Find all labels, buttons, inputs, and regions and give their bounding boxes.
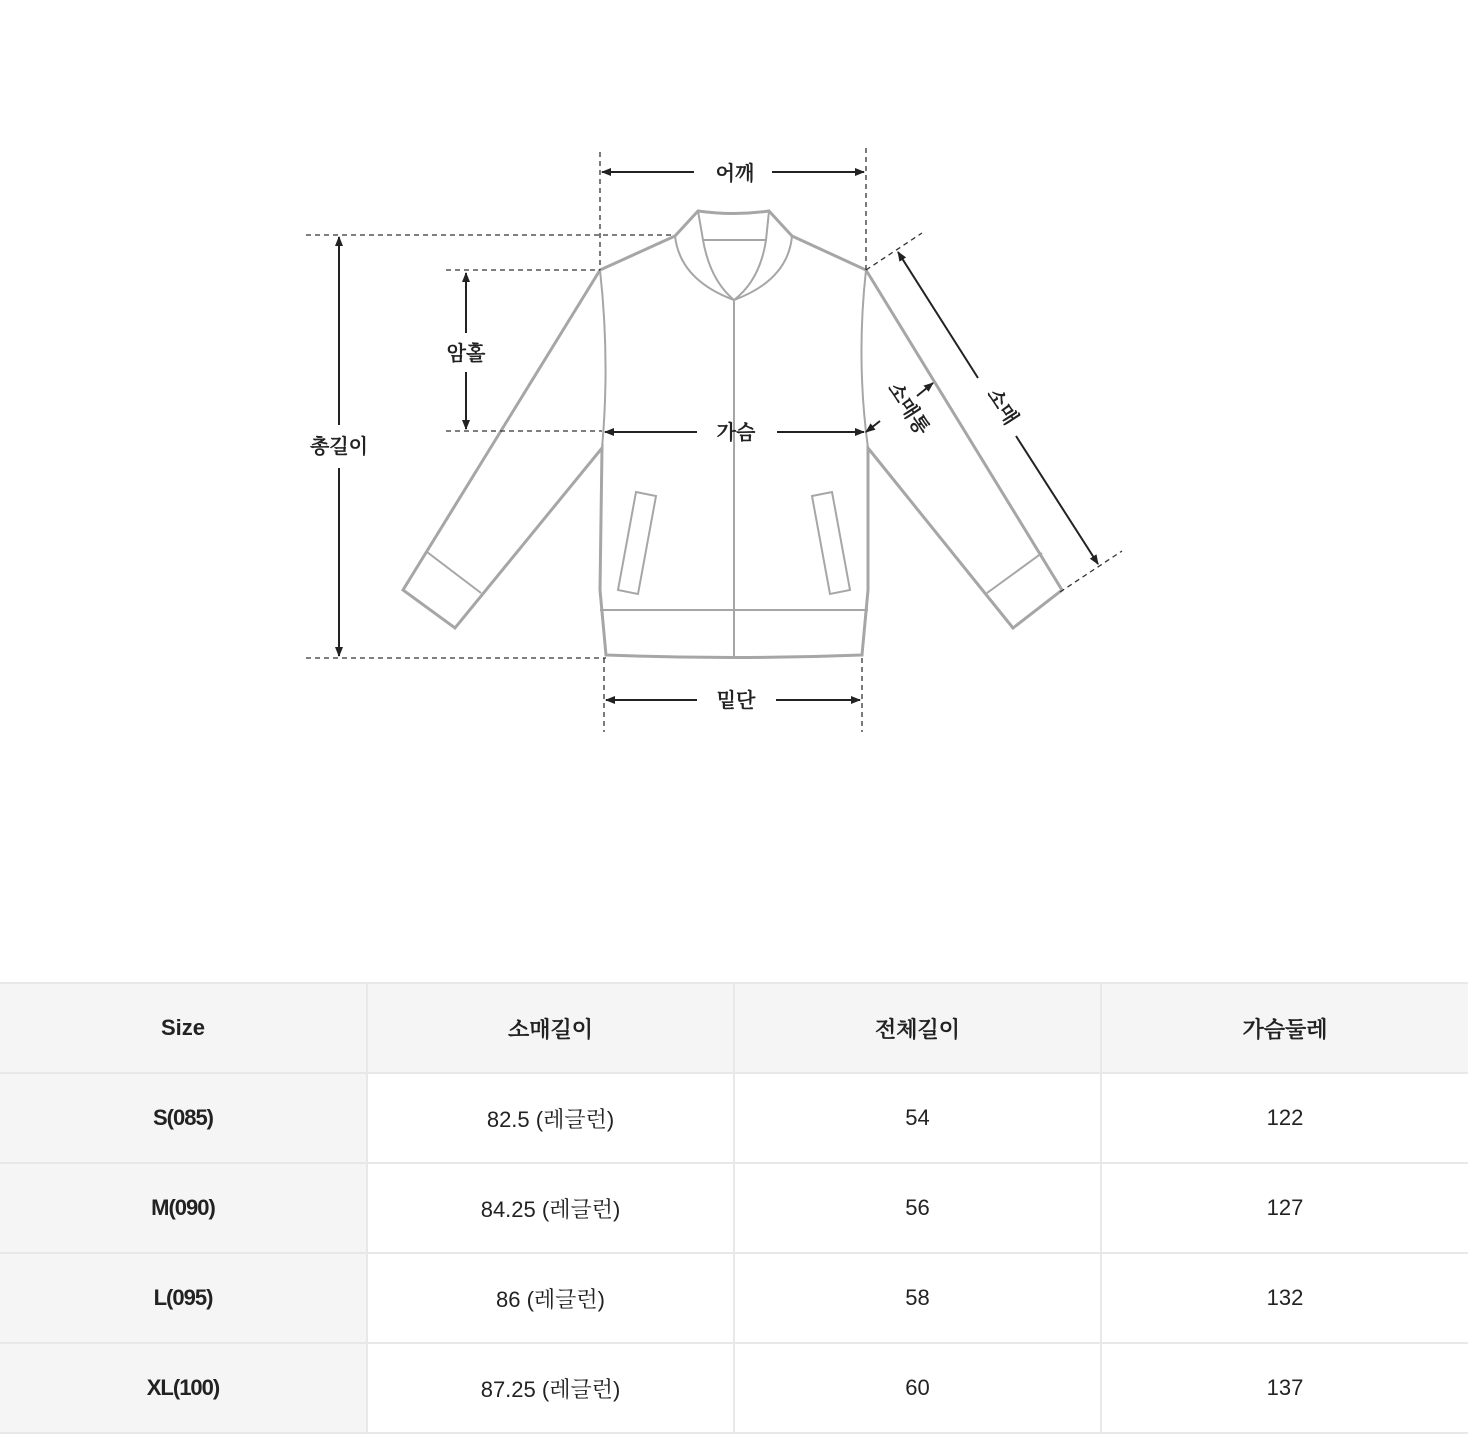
label-sleeve-width: 소매통 — [883, 377, 935, 440]
table-row — [0, 1073, 1468, 1163]
chest-cell: 122 — [1101, 1073, 1468, 1163]
header-total-length: 전체길이 — [734, 983, 1101, 1073]
table-row — [0, 1163, 1468, 1253]
label-chest: 가슴 — [716, 420, 756, 444]
total-length-cell: 58 — [734, 1253, 1101, 1343]
total-length-cell: 60 — [734, 1343, 1101, 1433]
sleeve-length-cell: 86 (레글런) — [367, 1253, 734, 1343]
chest-cell: 127 — [1101, 1163, 1468, 1253]
size-cell: S(085) — [0, 1073, 367, 1163]
chest-cell: 137 — [1101, 1343, 1468, 1433]
sleeve-length-cell: 87.25 (레글런) — [367, 1343, 734, 1433]
label-hem: 밑단 — [716, 688, 756, 712]
table-row — [0, 1343, 1468, 1433]
label-sleeve: 소매 — [982, 383, 1024, 429]
header-size: Size — [0, 983, 367, 1073]
label-shoulder: 어깨 — [715, 161, 755, 185]
size-cell: M(090) — [0, 1163, 367, 1253]
sleeve-length-cell: 82.5 (레글런) — [367, 1073, 734, 1163]
header-sleeve-length: 소매길이 — [367, 983, 734, 1073]
sleeve-length-cell: 84.25 (레글런) — [367, 1163, 734, 1253]
label-total-length: 총길이 — [310, 434, 368, 458]
size-cell: XL(100) — [0, 1343, 367, 1433]
chest-cell: 132 — [1101, 1253, 1468, 1343]
size-cell: L(095) — [0, 1253, 367, 1343]
label-armhole: 암홀 — [446, 341, 486, 365]
total-length-cell: 56 — [734, 1163, 1101, 1253]
table-row — [0, 1253, 1468, 1343]
table-header-row — [0, 983, 1468, 1073]
size-table — [0, 982, 1468, 1434]
total-length-cell: 54 — [734, 1073, 1101, 1163]
guide-lines — [306, 148, 1122, 732]
header-chest: 가슴둘레 — [1101, 983, 1468, 1073]
